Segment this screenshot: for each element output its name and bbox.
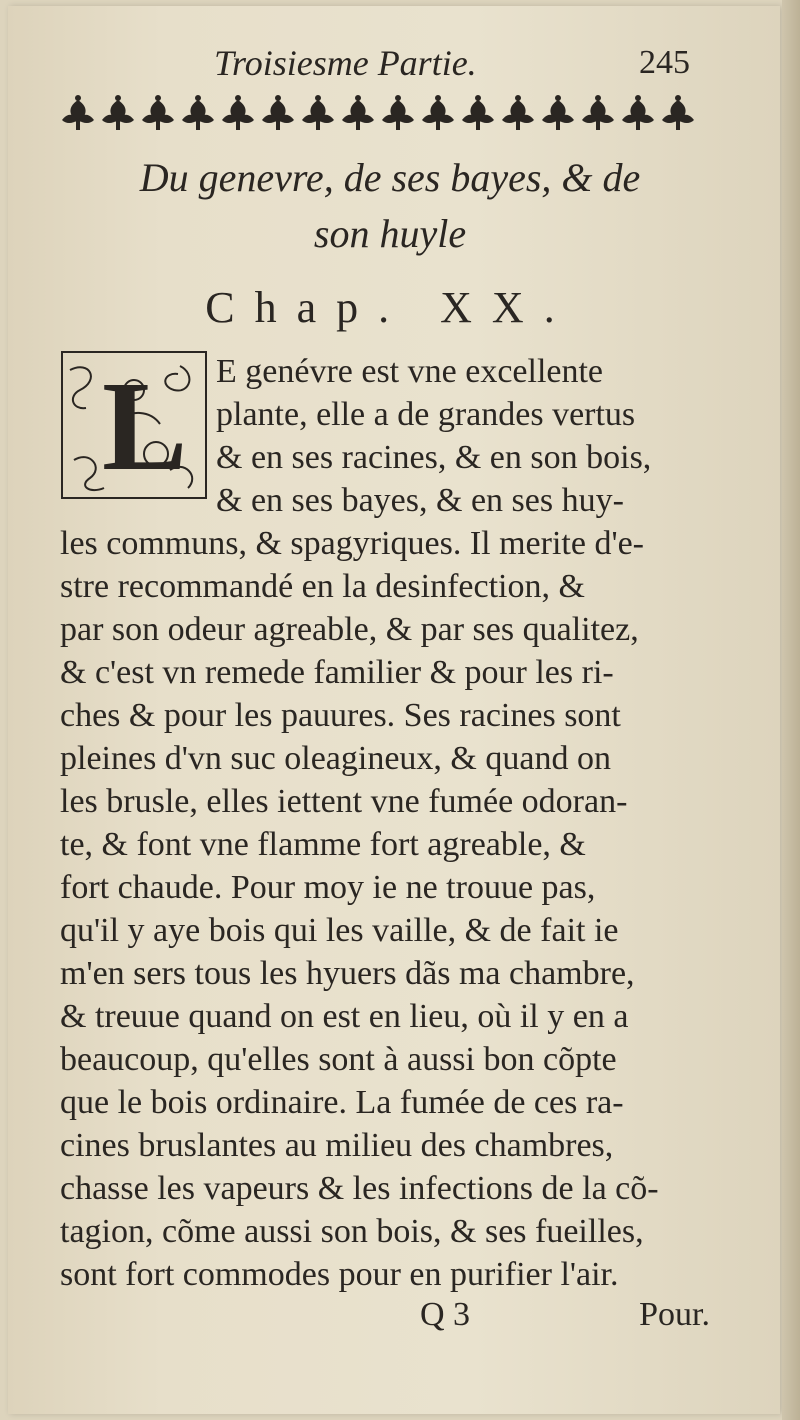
chapter-heading-line1: Du genevre, de ses bayes, & de: [139, 155, 641, 200]
text-line: & en ses racines, & en son bois,: [216, 439, 652, 476]
fleuron-ornament-band: [58, 94, 698, 130]
chapter-number: Chap. XX.: [205, 283, 575, 332]
text-line: cines bruslantes au milieu des chambres,: [60, 1127, 614, 1164]
signature-mark: Q 3: [420, 1296, 471, 1333]
body-text: [60, 350, 710, 1296]
text-line: m'en sers tous les hyuers dãs ma chambre,: [60, 955, 635, 992]
text-line: fort chaude. Pour moy ie ne trouue pas,: [60, 869, 596, 906]
chapter-heading: [60, 150, 720, 262]
page-number: 245: [639, 44, 690, 81]
text-line: & en ses bayes, & en ses huy-: [216, 482, 624, 519]
text-line: les brusle, elles iettent vne fumée odoran-: [60, 783, 628, 820]
initial-letter: L: [102, 355, 188, 497]
text-line: & c'est vn remede familier & pour les ri-: [60, 654, 614, 691]
text-line: & treuue quand on est en lieu, où il y en a: [60, 998, 629, 1035]
text-line: pleines d'vn suc oleagineux, & quand on: [60, 740, 611, 777]
text-line: tagion, cõme aussi son bois, & ses fueilles,: [60, 1213, 644, 1250]
catchword: Pour.: [639, 1296, 710, 1333]
text-line: sont fort commodes pour en purifier l'air.: [60, 1256, 619, 1293]
text-line: les communs, & spagyriques. Il merite d'e-: [60, 525, 644, 562]
text-line: te, & font vne flamme fort agreable, &: [60, 826, 586, 863]
text-line: stre recommandé en la desinfection, &: [60, 568, 585, 605]
chapter-heading-line2: son huyle: [313, 211, 467, 256]
text-line: beaucoup, qu'elles sont à aussi bon cõpte: [60, 1041, 617, 1078]
running-head: [210, 42, 690, 92]
text-line: E genévre est vne excellente: [216, 353, 604, 390]
text-line: chasse les vapeurs & les infections de la cõ-: [60, 1170, 659, 1207]
text-line: ches & pour les pauures. Ses racines sont: [60, 697, 621, 734]
text-line: par son odeur agreable, & par ses qualitez,: [60, 611, 639, 648]
page-footer: [60, 1290, 710, 1340]
text-line: plante, elle a de grandes vertus: [216, 396, 636, 433]
page-edge: [782, 0, 800, 1420]
running-head-title: Troisiesme Partie.: [214, 43, 477, 83]
text-line: que le bois ordinaire. La fumée de ces ra-: [60, 1084, 624, 1121]
text-line: qu'il y aye bois qui les vaille, & de fait ie: [60, 912, 619, 949]
